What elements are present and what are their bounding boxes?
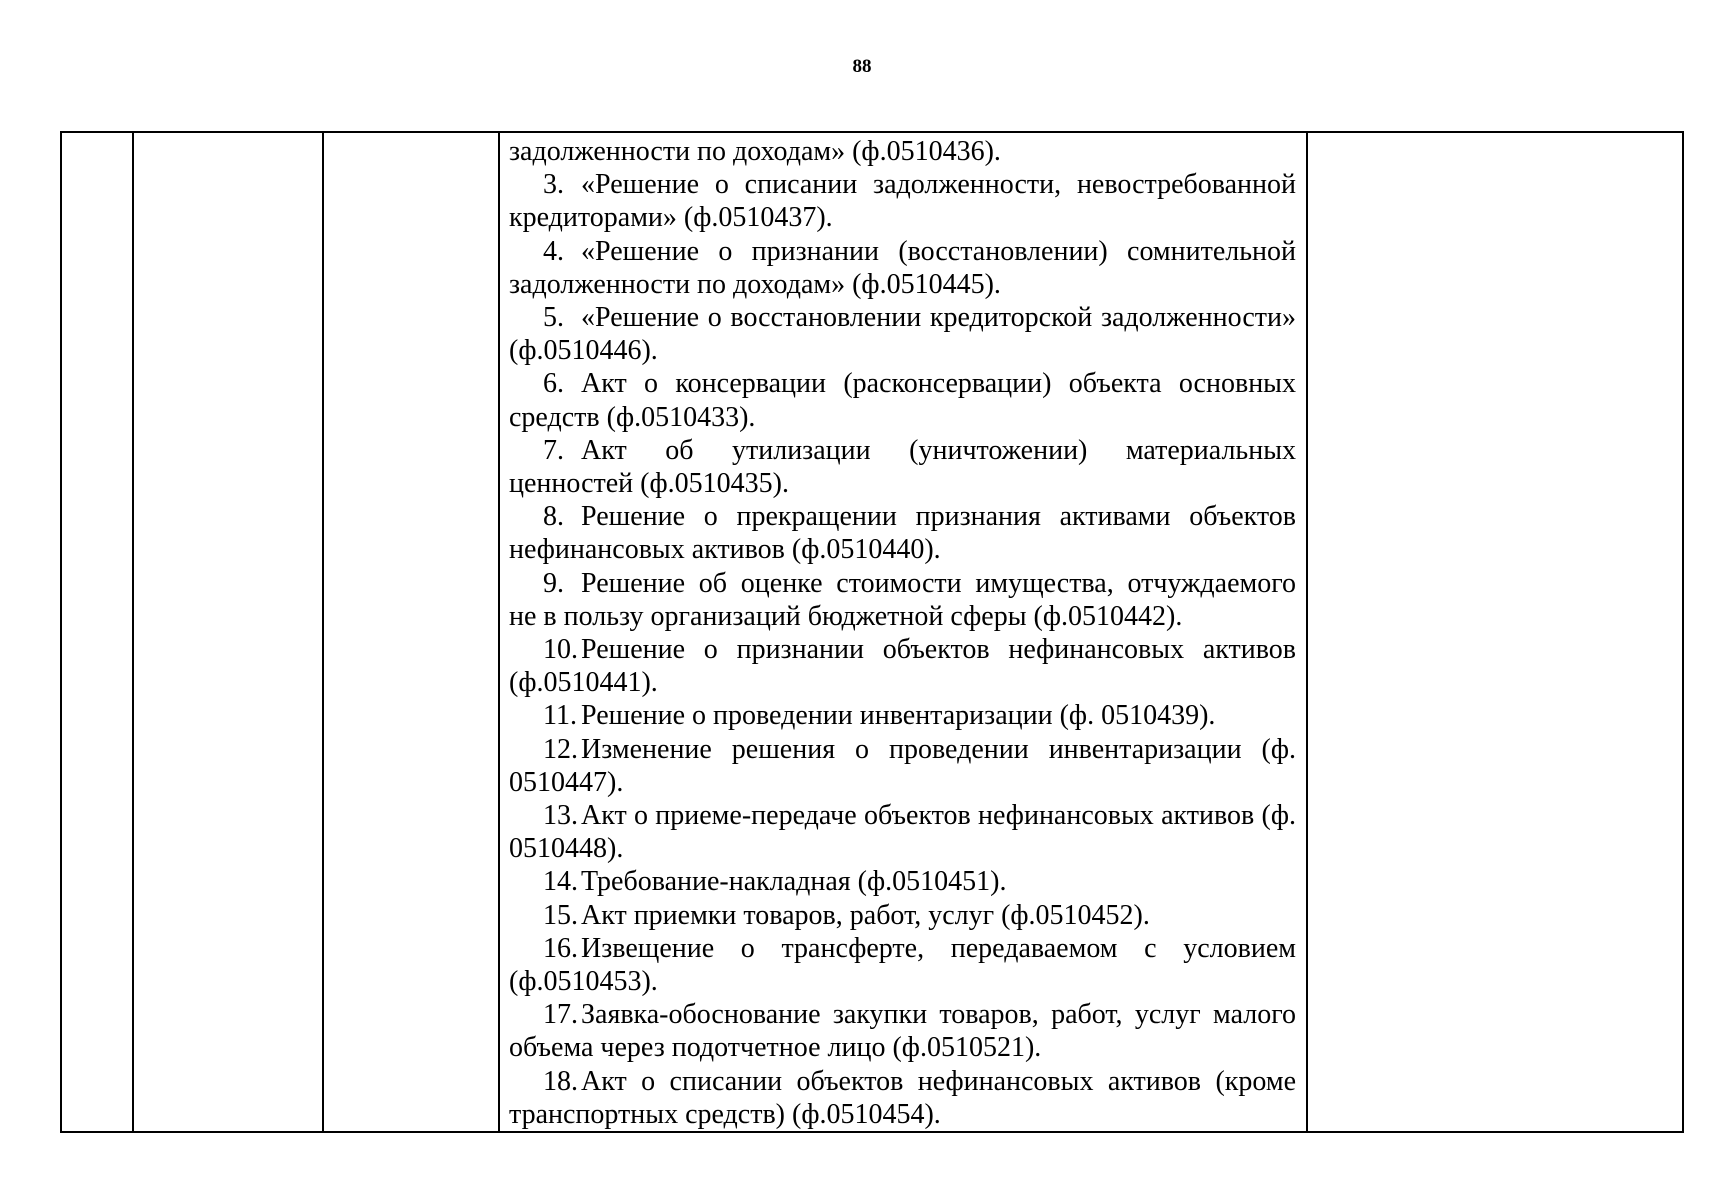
list-item-text: «Решение о списании задолженности, невостребованной кредиторами» (ф.0510437). [509, 169, 1296, 234]
list-item-number: 10. [543, 634, 578, 666]
list-item-number: 17. [543, 999, 578, 1031]
list-item [509, 733, 1296, 799]
list-item [509, 932, 1296, 998]
list-item-number: 6. [543, 368, 564, 400]
list-item-text: Акт о списании объектов нефинансовых активов (кроме транспортных средств) (ф.0510454). [509, 1065, 1296, 1130]
list-item [509, 235, 1296, 301]
list-item-number: 4. [543, 235, 564, 267]
list-item [509, 633, 1296, 699]
list-item-text: Акт о приеме-передаче объектов нефинансовых активов (ф. 0510448). [509, 800, 1296, 865]
continuation-text: задолженности по доходам» (ф.0510436). [509, 136, 1001, 167]
list-item [509, 699, 1296, 732]
list-item-number: 7. [543, 434, 564, 466]
list-item [509, 799, 1296, 865]
list-item [509, 301, 1296, 367]
list-item-text: Изменение решения о проведении инвентаризации (ф. 0510447). [509, 733, 1296, 798]
list-item [509, 367, 1296, 433]
list-item-text: Извещение о трансферте, передаваемом с условием (ф.0510453). [509, 932, 1296, 998]
list-item-text: «Решение о признании (восстановлении) сомнительной задолженности по доходам» (ф.0510445). [509, 235, 1296, 300]
list-item-text: Акт о консервации (расконсервации) объекта основных средств (ф.0510433). [509, 368, 1296, 433]
list-item-text: Заявка-обоснование закупки товаров, работ, услуг малого объема через подотчетное лицо (ф.0510521). [509, 999, 1296, 1064]
list-item-number: 11. [543, 700, 577, 732]
list-item-text: Решение о признании объектов нефинансовых активов (ф.0510441). [509, 634, 1296, 699]
table-cell-col2 [133, 132, 323, 1132]
list-item-text: Решение о проведении инвентаризации (ф. 0510439). [581, 700, 1216, 732]
document-forms-list [509, 168, 1296, 1131]
table-cell-col5 [1307, 132, 1683, 1132]
list-item [509, 1065, 1296, 1131]
table-cell-col1 [61, 132, 133, 1132]
list-item-number: 9. [543, 567, 564, 599]
table-row [61, 132, 1683, 1132]
list-item-number: 15. [543, 899, 578, 931]
list-item-number: 8. [543, 501, 564, 533]
list-item [509, 500, 1296, 566]
list-item-number: 5. [543, 302, 564, 334]
list-item-text: Акт приемки товаров, работ, услуг (ф.0510452). [581, 899, 1150, 931]
list-item [509, 899, 1296, 932]
list-item-text: Акт об утилизации (уничтожении) материальных ценностей (ф.0510435). [509, 434, 1296, 500]
list-item-text: «Решение о восстановлении кредиторской задолженности» (ф.0510446). [509, 302, 1296, 367]
table-cell-col3 [323, 132, 499, 1132]
list-item-number: 3. [543, 169, 564, 201]
list-item-number: 13. [543, 800, 578, 832]
list-item [509, 168, 1296, 234]
list-item [509, 434, 1296, 500]
list-item-text: Решение об оценке стоимости имущества, отчуждаемого не в пользу организаций бюджетной сферы (ф.0510442). [509, 567, 1296, 632]
list-item-text: Требование-накладная (ф.0510451). [581, 866, 1007, 898]
list-item [509, 998, 1296, 1064]
list-item-number: 16. [543, 932, 578, 964]
table-cell-documents-list [499, 132, 1307, 1132]
list-item [509, 865, 1296, 898]
page-number: 88 [852, 56, 872, 77]
list-item-number: 14. [543, 866, 578, 898]
list-item-number: 12. [543, 733, 578, 765]
list-item-number: 18. [543, 1065, 578, 1097]
document-table [60, 131, 1684, 1133]
list-item-text: Решение о прекращении признания активами объектов нефинансовых активов (ф.0510440). [509, 501, 1296, 566]
list-item [509, 567, 1296, 633]
